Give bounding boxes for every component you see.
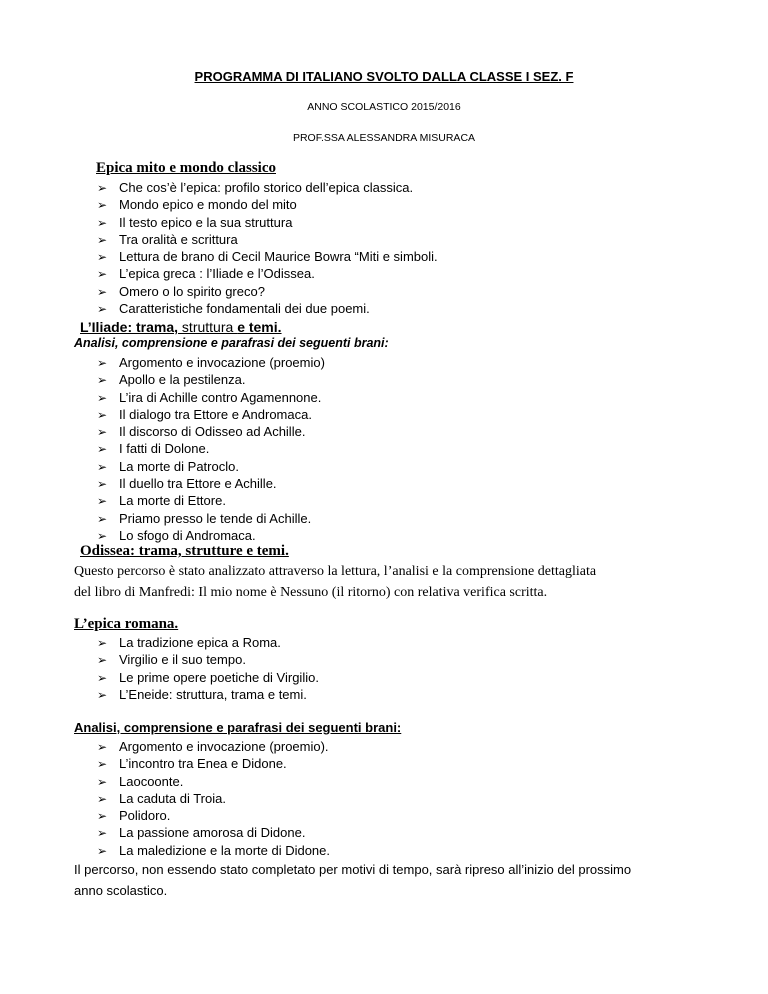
school-year: ANNO SCOLASTICO 2015/2016 xyxy=(307,101,461,113)
list-item: ➢ La maledizione e la morte di Didone. xyxy=(97,842,331,858)
arrow-bullet-icon: ➢ xyxy=(97,494,108,509)
iliade-subheading: Analisi, comprensione e parafrasi dei seguenti brani: xyxy=(74,336,389,350)
section-heading-epica: Epica mito e mondo classico xyxy=(96,160,276,176)
romana-list xyxy=(97,634,319,703)
list-item: ➢ Argomento e invocazione (proemio). xyxy=(97,739,329,754)
arrow-bullet-icon: ➢ xyxy=(97,198,108,213)
list-item: ➢ La morte di Patroclo. xyxy=(97,458,239,474)
arrow-bullet-icon: ➢ xyxy=(97,232,108,247)
list-item: ➢ La passione amorosa di Didone. xyxy=(97,825,306,841)
section-heading-odissea: Odissea: trama, strutture e temi. xyxy=(80,543,289,559)
eneide-list xyxy=(97,738,330,859)
list-item: ➢ Omero o lo spirito greco? xyxy=(97,283,265,299)
odissea-paragraph: Questo percorso è stato analizzato attraverso la lettura, l’analisi e la comprensione dettagliata del libro di Manfredi: Il mio nome è Nessuno (il ritorno) con relativa verifica scritta. xyxy=(74,564,597,600)
list-item: ➢ L’incontro tra Enea e Didone. xyxy=(97,756,287,772)
teacher-name: PROF.SSA ALESSANDRA MISURACA xyxy=(292,132,476,144)
section-heading-iliade: L’Iliade: trama, struttura e temi. xyxy=(80,319,282,335)
arrow-bullet-icon: ➢ xyxy=(97,425,108,440)
arrow-bullet-icon: ➢ xyxy=(97,653,108,668)
arrow-bullet-icon: ➢ xyxy=(97,373,108,388)
document-title: PROGRAMMA DI ITALIANO SVOLTO DALLA CLASSE I SEZ. F xyxy=(194,69,574,84)
list-item: ➢ Il testo epico e la sua struttura xyxy=(97,214,293,230)
list-item: ➢ Mondo epico e mondo del mito xyxy=(97,197,297,213)
epica-list xyxy=(97,179,438,317)
list-item: ➢ L’epica greca : l’Iliade e l’Odissea. xyxy=(97,266,315,282)
arrow-bullet-icon: ➢ xyxy=(97,442,108,457)
arrow-bullet-icon: ➢ xyxy=(97,774,108,789)
list-item: ➢ La tradizione epica a Roma. xyxy=(97,635,281,650)
section-heading-romana: L’epica romana. xyxy=(74,616,179,632)
list-item: ➢ Caratteristiche fondamentali dei due poemi. xyxy=(97,301,370,317)
arrow-bullet-icon: ➢ xyxy=(97,459,108,474)
arrow-bullet-icon: ➢ xyxy=(97,284,108,299)
arrow-bullet-icon: ➢ xyxy=(97,477,108,492)
list-item: ➢ Polidoro. xyxy=(97,808,171,824)
arrow-bullet-icon: ➢ xyxy=(97,181,108,195)
arrow-bullet-icon: ➢ xyxy=(97,636,108,650)
arrow-bullet-icon: ➢ xyxy=(97,356,108,370)
arrow-bullet-icon: ➢ xyxy=(97,302,108,317)
list-item: ➢ Apollo e la pestilenza. xyxy=(97,372,246,388)
arrow-bullet-icon: ➢ xyxy=(97,528,108,543)
list-item: ➢ Priamo presso le tende di Achille. xyxy=(97,510,312,526)
arrow-bullet-icon: ➢ xyxy=(97,809,108,824)
arrow-bullet-icon: ➢ xyxy=(97,791,108,806)
arrow-bullet-icon: ➢ xyxy=(97,250,108,265)
list-item: ➢ Virgilio e il suo tempo. xyxy=(97,652,246,668)
arrow-bullet-icon: ➢ xyxy=(97,757,108,772)
list-item: ➢ La morte di Ettore. xyxy=(97,493,226,509)
arrow-bullet-icon: ➢ xyxy=(97,687,108,702)
arrow-bullet-icon: ➢ xyxy=(97,267,108,282)
closing-paragraph: Il percorso, non essendo stato completato per motivi di tempo, sarà ripreso all’inizio del prossimo anno scolastico. xyxy=(74,862,632,898)
arrow-bullet-icon: ➢ xyxy=(97,670,108,685)
iliade-list xyxy=(97,354,325,544)
list-item: ➢ L’ira di Achille contro Agamennone. xyxy=(97,389,322,405)
arrow-bullet-icon: ➢ xyxy=(97,407,108,422)
list-item: ➢ Lettura de brano di Cecil Maurice Bowra “Miti e simboli. xyxy=(97,249,438,265)
arrow-bullet-icon: ➢ xyxy=(97,826,108,841)
list-item: ➢ L’Eneide: struttura, trama e temi. xyxy=(97,686,307,702)
list-item: ➢ Tra oralità e scrittura xyxy=(97,231,238,247)
list-item: ➢ Argomento e invocazione (proemio) xyxy=(97,355,325,370)
list-item: ➢ I fatti di Dolone. xyxy=(97,441,210,457)
list-item: ➢ La caduta di Troia. xyxy=(97,790,226,806)
arrow-bullet-icon: ➢ xyxy=(97,740,108,754)
list-item: ➢ Le prime opere poetiche di Virgilio. xyxy=(97,669,319,685)
eneide-subheading: Analisi, comprensione e parafrasi dei seguenti brani: xyxy=(74,720,402,735)
arrow-bullet-icon: ➢ xyxy=(97,843,108,858)
list-item: ➢ Il dialogo tra Ettore e Andromaca. xyxy=(97,406,312,422)
arrow-bullet-icon: ➢ xyxy=(97,390,108,405)
list-item: ➢ Lo sfogo di Andromaca. xyxy=(97,527,256,543)
list-item: ➢ Il duello tra Ettore e Achille. xyxy=(97,476,277,492)
list-item: ➢ Il discorso di Odisseo ad Achille. xyxy=(97,424,306,440)
arrow-bullet-icon: ➢ xyxy=(97,215,108,230)
arrow-bullet-icon: ➢ xyxy=(97,511,108,526)
list-item: ➢ Laocoonte. xyxy=(97,773,184,789)
list-item: ➢ Che cos’è l’epica: profilo storico dell’epica classica. xyxy=(97,180,414,195)
